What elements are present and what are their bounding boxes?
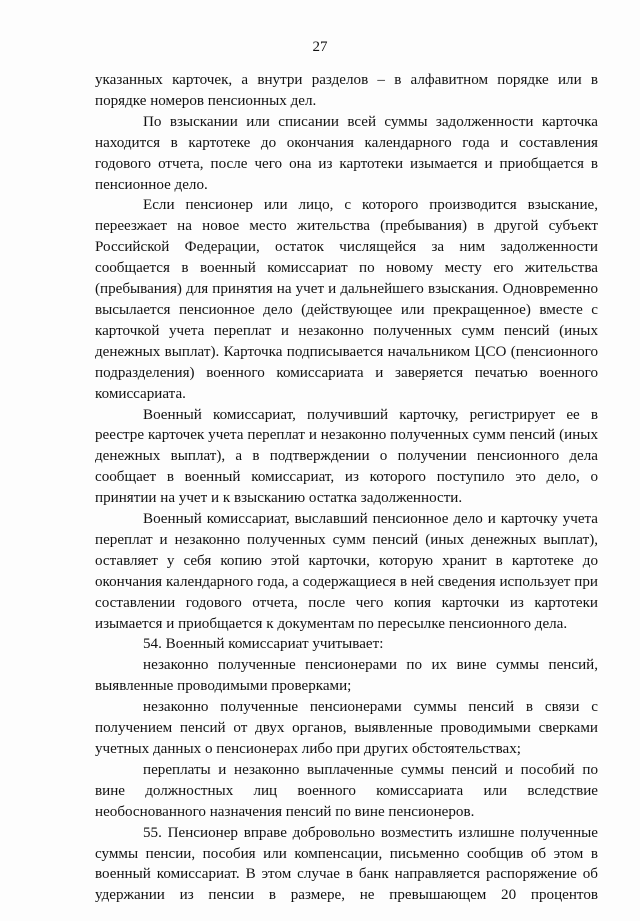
clause-54-item-3: переплаты и незаконно выплаченные суммы пенсий и пособий по вине должностных лиц военного комиссариата или вследствие необоснованного назначения пенсий по вине пенсионеров. (95, 761, 598, 820)
clause-55: 55. Пенсионер вправе добровольно возместить излишне полученные суммы пенсии, пособия или компенсации, письменно сообщив об этом в военный комиссариат. В этом случае в банк направляется распоряжение об удержании из пенсии в размере, не превышающем 20 процентов (95, 824, 598, 904)
clause-54-item-2: незаконно полученные пенсионерами суммы пенсий в связи с получением пенсий от двух органов, выявленные проводимыми сверками учетных данных о пенсионерах либо при других обстоятельствах; (95, 699, 598, 757)
paragraph-card-storage: По взыскании или списании всей суммы задолженности карточка находится в картотеке до окончания календарного года и составления годового отчета, после чего она из картотеки изымается и приобщается в пенсионное дело. (95, 113, 598, 193)
clause-54-heading: 54. Военный комиссариат учитывает: (143, 636, 384, 653)
clause-54-item-1: незаконно полученные пенсионерами по их вине суммы пенсий, выявленные проводимыми проверками; (95, 657, 598, 695)
paragraph-receiving-commissariat: Военный комиссариат, получивший карточку, регистрирует ее в реестре карточек учета переплат и незаконно полученных сумм пенсий (иных денежных выплат), а в подтверждении о получении пенсионного дела сообщает в военный комиссариат, из которого поступило это дело, о принятии на учет и к взысканию остатка задолженности. (95, 406, 598, 507)
page-number: 27 (312, 39, 328, 55)
paragraph-sending-commissariat: Военный комиссариат, выславший пенсионное дело и карточку учета переплат и незаконно полученных сумм пенсий (иных денежных выплат), оставляет у себя копию этой карточки, которую хранит в картотеке до окончания календарного года, а содержащиеся в ней сведения использует при составлении годового отчета, после чего копия карточки из картотеки изымается и приобщается к документам по пересылке пенсионного дела. (95, 511, 598, 632)
paragraph-continued: указанных карточек, а внутри разделов – в алфавитном порядке или в порядке номеров пенсионных дел. (95, 72, 598, 109)
document-body (95, 70, 598, 906)
paragraph-relocation: Если пенсионер или лицо, с которого производится взыскание, переезжает на новое место жительства (пребывания) в другой субъект Российской Федерации, остаток числящейся за ним задолженности сообщается в военный комиссариат по новому месту его жительства (пребывания) для принятия на учет и дальнейшего взыскания. Одновременно высылается пенсионное дело (действующее или прекращенное) вместе с карточкой учета переплат и незаконно полученных сумм пенсий (иных денежных выплат). Карточка подписывается начальником ЦСО (пенсионного подразделения) военного комиссариата и заверяется печатью военного комиссариата. (95, 197, 598, 402)
